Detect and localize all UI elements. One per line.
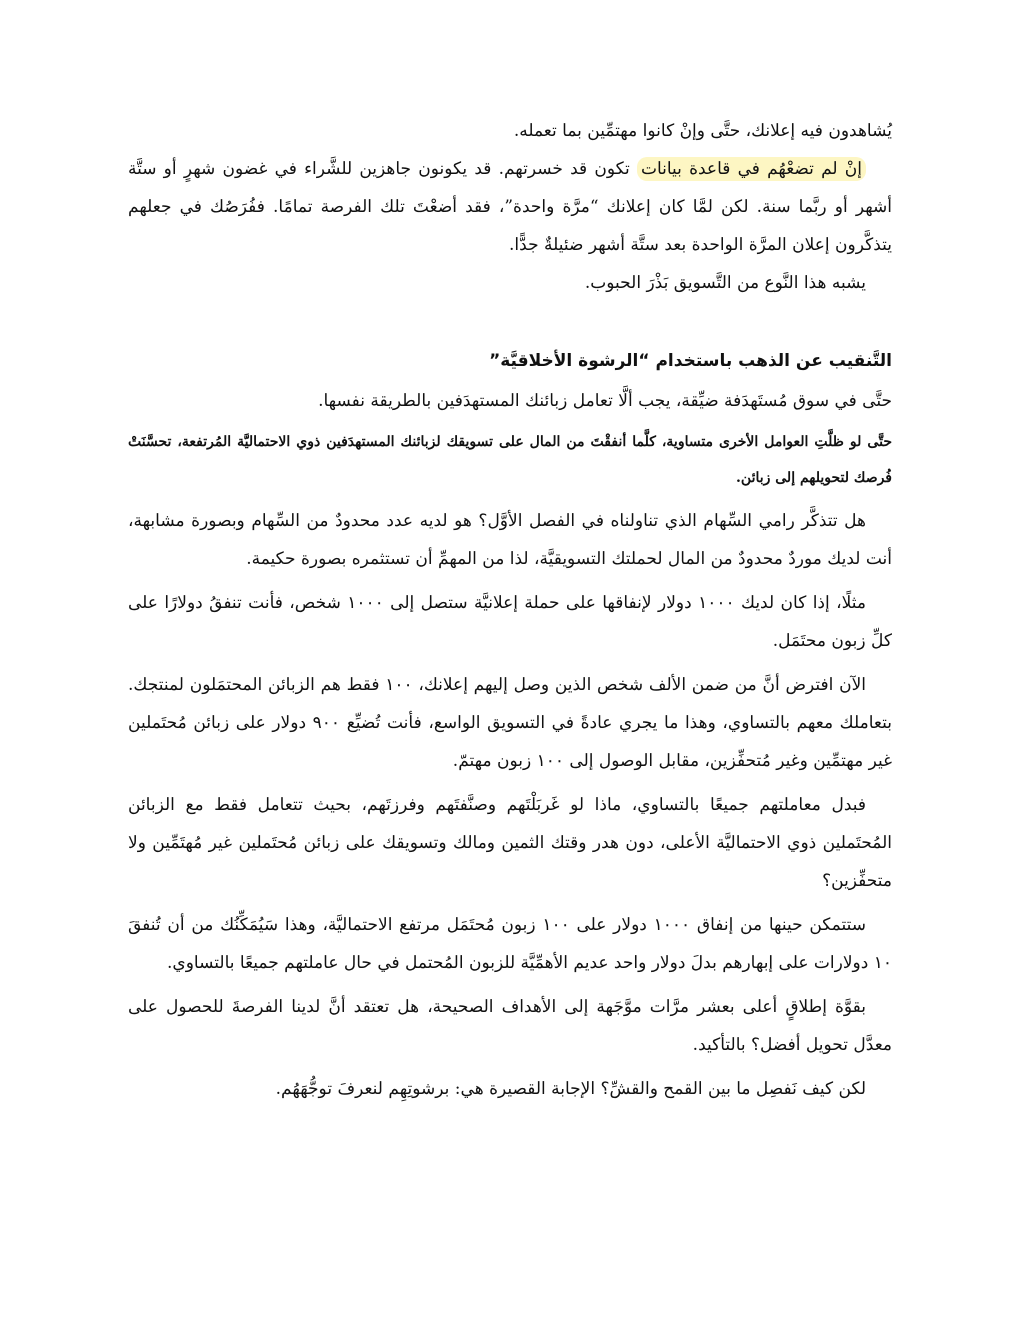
- section-intro: حتَّى في سوق مُستَهدَفة ضيِّقة، يجب ألَّا تعامل زبائنك المستهدَفين بالطريقة نفسها.: [318, 391, 892, 411]
- paragraph: بقوَّة إطلاقٍ أعلى بعشر مرَّات موَّجَهة إلى الأهداف الصحيحة، هل تعتقد أنَّ لدينا الفرصةَ للحصول على معدَّل تحويل أفضل؟ بالتأكيد.: [128, 997, 892, 1055]
- paragraph: هل تتذكَّر رامي السِّهام الذي تناولناه في الفصل الأوَّل؟ هو لديه عدد محدودٌ من السِّهام وبصورة مشابهة، أنت لديك موردٌ محدودٌ من المال لحملتك التسويقيَّة، لذا من المهمِّ أن تستثمره بصورة حكيمة.: [128, 511, 892, 569]
- section-heading: التَّنقيب عن الذهب باستخدام “الرشوة الأخلاقيَّة”: [489, 351, 892, 371]
- paragraph: يُشاهدون فيه إعلانك، حتَّى وإنْ كانوا مهتمِّين بما تعمله.: [513, 121, 892, 141]
- paragraph-with-highlight: [128, 150, 892, 264]
- callout-note: حتَّى لو ظلَّتِ العوامل الأخرى متساوية، كلَّما أنفقْتَ من المال على تسويقك لزبائنك المستهدَفين ذوي الاحتماليَّة المُرتفعة، تحسَّنَتْ فُرصك لتحويلهم إلى زبائن.: [128, 434, 892, 486]
- text-highlight[interactable]: إنْ لم تضعْهُم في قاعدة بيانات: [637, 157, 866, 181]
- paragraph: فبدل معاملتهم جميعًا بالتساوي، ماذا لو غَربَلْتَهم وصنَّفتَهم وفرزتَهم، بحيث تتعامل فقط مع الزبائن المُحتَملين ذوي الاحتماليَّة الأعلى، دون هدر وقتك الثمين ومالك وتسويقك على زبائن مُحتَملين غير مُهتَمِّين ولا متحفِّزين؟: [128, 795, 892, 891]
- paragraph: ستتمكن حينها من إنفاق ١٠٠٠ دولار على ١٠٠ زبون مُحتَمَل مرتفع الاحتماليَّة، وهذا سَيُمَكِّنُك من أن تُنفقَ ١٠ دولارات على إبهارهم بدلَ دولار واحد عديم الأهمِّيَّة للزبون المُحتمل في حال عاملتهم جميعًا بالتساوي.: [128, 915, 892, 973]
- paragraph: الآن افترض أنَّ من ضمن الألف شخص الذين وصل إليهم إعلانك، ١٠٠ فقط هم الزبائن المحتمَلون لمنتجك. بتعاملك معهم بالتساوي، وهذا ما يجري عادةً في التسويق الواسع، فأنت تُضيِّع ٩٠٠ دولار على زبائن مُحتَملين غير مهتمِّين وغير مُتحفِّزين، مقابل الوصول إلى ١٠٠ زبون مهتمّ.: [128, 675, 892, 771]
- paragraph-text: تكون قد خسرتهم. قد يكونون جاهزين للشَّراء في غضون شهرٍ أو ستَّة أشهر أو ربَّما سنة. لكن لمَّا كان إعلانك “مرَّة واحدة”، فقد أضعْتَ تلك الفرصة تمامًا. ففُرَصُك في جعلهم يتذكَّرون إعلان المرَّة الواحدة بعد ستَّة أشهر ضئيلةٌ جدًّا.: [128, 159, 892, 255]
- paragraph: يشبه هذا النَّوع من التَّسويق بَذْرَ الحبوب.: [584, 273, 866, 293]
- document-page: [128, 112, 892, 1108]
- closing-paragraph: لكن كيف نَفصِل ما بين القمح والقشِّ؟ الإجابة القصيرة هي: برشوتِهِم لنعرفَ توجُّهَهُم.: [275, 1079, 866, 1099]
- paragraph: مثلًا، إذا كان لديك ١٠٠٠ دولار لإنفاقها على حملة إعلانيَّة ستصل إلى ١٠٠٠ شخص، فأنت تنفقُ دولارًا على كلِّ زبون محتَمَل.: [128, 593, 892, 651]
